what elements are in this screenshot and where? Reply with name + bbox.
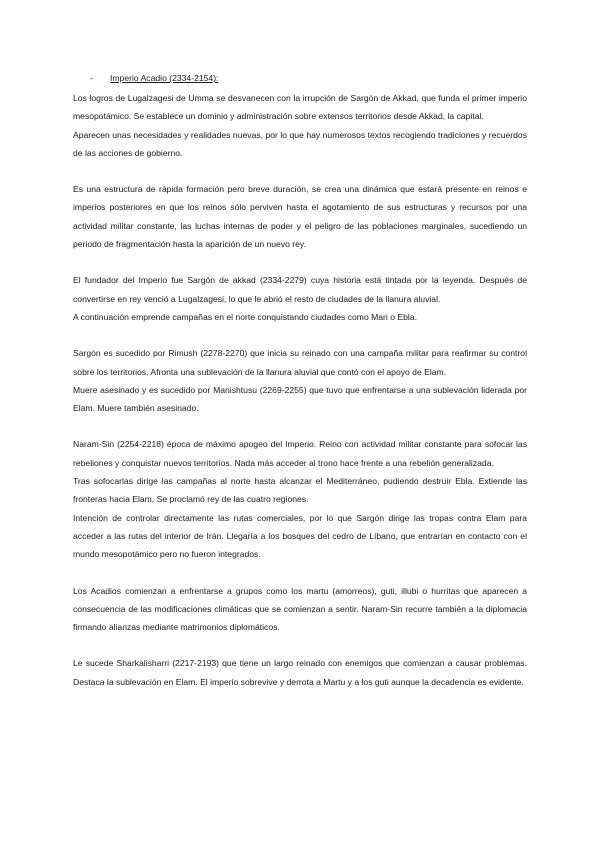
paragraph-gap [73,326,527,344]
paragraph: Muere asesinado y es sucedido por Manishtusu (2269-2255) que tuvo que enfrentarse a una sublevación liderada por Elam. Muere también asesinado. [73,384,527,414]
paragraph-gap [73,636,527,654]
paragraph-gap [73,417,527,435]
section-title: Imperio Acadio (2334-2154): [110,73,219,83]
paragraph-gap [73,564,527,582]
paragraph-gap [73,253,527,271]
bullet-marker: - [90,73,93,83]
paragraph: Los Acadios comienzan a enfrentarse a grupos como los martu (amorreos), guti, illubi o hurritas que aparecen a consecuencia de las modificaciones climáticas que se comienzan a sentir. Naram-Sin recurre también a la diplomacia firmando alianzas mediante matrimonios diplomáticos. [73,585,527,633]
paragraph: A continuación emprende campañas en el norte conquistando ciudades como Mari o Ebla. [73,311,417,322]
paragraph: El fundador del Imperio fue Sargón de akkad (2334-2279) cuya historia está tintada por la leyenda. Después de convertirse en rey venció a Lugalzagesi, lo que le abrió el resto de ciudades de la llanura aluvial. [73,275,527,304]
paragraph: Los logros de Lugalzagesi de Umma se desvanecen con la irrupción de Sargón de Akkad, que funda el primer imperio mesopotámico. Se establece un dominio y administración sobre extensos territorios desde Akkad, la capital. [73,93,527,122]
paragraph: Le sucede Sharkalisharri (2217-2193) que tiene un largo reinado con enemigos que comienzan a causar problemas. Destaca la sublevación en Elam. El imperio sobrevive y derrota a Martu y a los guti aunque la decadencia es evidente. [73,658,527,687]
paragraph: Aparecen unas necesidades y realidades nuevas, por lo que hay numerosos textos recogiendo tradiciones y recuerdos de las acciones de gobierno. [73,129,527,158]
document-body [73,89,527,691]
paragraph-gap [73,162,527,180]
paragraph: Sargón es sucedido por Rimush (2278-2270) que inicia su reinado con una campaña militar para reafirmar su control sobre los territorios. Afronta una sublevación de la llanura aluvial que contó con el apoyo de Elam. [73,348,527,377]
paragraph: Es una estructura de rápida formación pero breve duración, se crea una dinámica que estará presente en reinos e imperios posteriores en que los reinos sólo perviven hasta el agotamiento de sus estructuras y recursos por una actividad militar constante, las luchas internas de poder y el peligro de las poblaciones marginales, sucediendo un periodo de fragmentación hasta la aparición de un nuevo rey. [73,184,527,250]
paragraph: Naram-Sin (2254-2218) época de máximo apogeo del Imperio. Reino con actividad militar constante para sofocar las rebeliones y conquistar nuevos territorios. Nada más acceder al trono hace frente a una rebelión generalizada. [73,439,527,468]
paragraph: Intención de controlar directamente las rutas comerciales, por lo que Sargón dirige las tropas contra Elam para acceder a las rutas del interior de Irán. Llegaría a los bosques del cedro de Líbano, que entrarían en contacto con el mundo mesopotámico pero no fueron integrados. [73,512,527,560]
section-heading [90,72,218,84]
paragraph: Tras sofocarlas dirige las campañas al norte hasta alcanzar el Mediterráneo, pudiendo destruir Ebla. Extiende las fronteras hacia Elam. Se proclamó rey de las cuatro regiones. [73,476,527,505]
